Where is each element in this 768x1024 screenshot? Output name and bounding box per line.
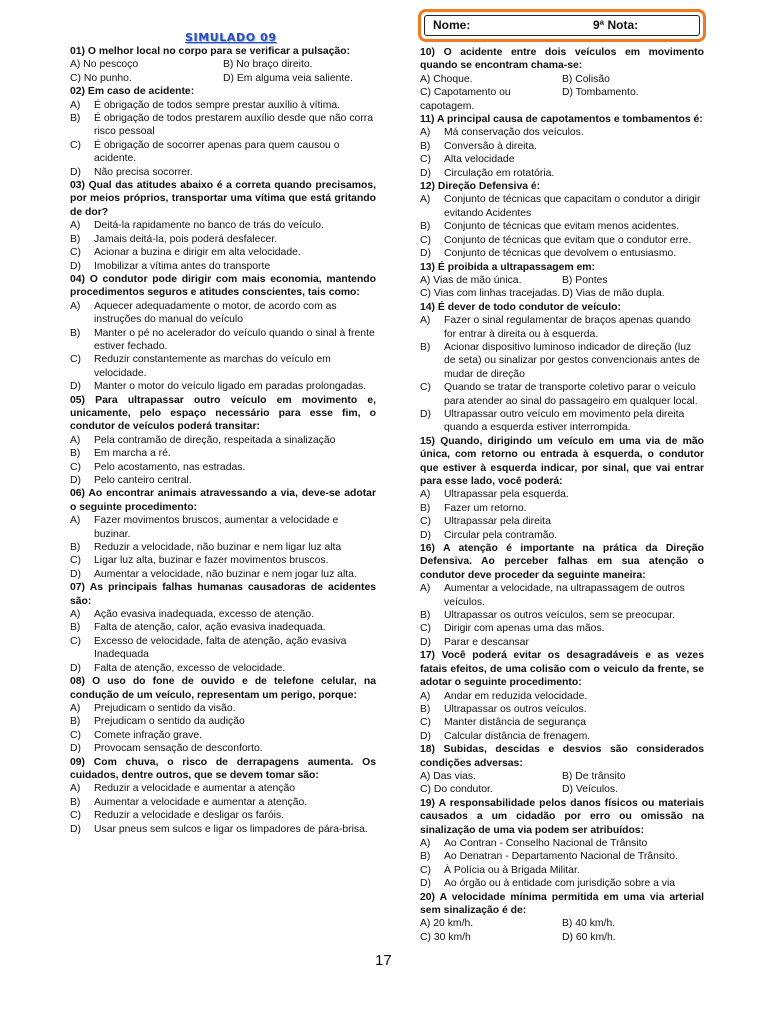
answer-option: B) Pontes [562,274,608,286]
option-letter: C) [420,717,431,729]
question-block [420,649,704,743]
option-text: Não precisa socorrer. [94,166,193,178]
option-text: Usar pneus sem sulcos e ligar os limpadores de pára-brisa. [94,823,368,835]
option-text: Ultrapassar os outros veículos. [444,703,587,715]
question-text: 06) Ao encontrar animais atravessando a via, deve-se adotar o seguinte procedimento: [70,488,376,513]
option-letter: A) [70,434,81,446]
answer-option [420,314,704,341]
answer-option [420,515,704,528]
option-letter: C) [70,729,81,741]
option-text: Ao Denatran - Departamento Nacional de Trânsito. [444,851,678,863]
option-text: Acionar a buzina e dirigir em alta velocidade. [94,247,301,259]
left-column [70,45,376,836]
option-letter: C) [70,139,81,151]
answer-option [70,166,376,179]
right-column [420,46,704,944]
option-letter: D) [420,730,431,742]
option-text: Conjunto de técnicas que evitam que o condutor erre. [444,234,692,246]
option-letter: A) [70,515,81,527]
option-letter: A) [70,702,81,714]
option-letter: C) [70,247,81,259]
option-letter: C) [70,555,81,567]
option-text: Ação evasiva inadequada, excesso de atenção. [94,609,315,621]
option-text: Aquecer adequadamente o motor, de acordo com as instruções do manual do veículo [94,300,337,326]
page-title: SIMULADO 09 [185,31,277,44]
answer-option [420,864,704,877]
question-block [420,542,704,649]
option-letter: D) [70,662,81,674]
answer-option [420,690,704,703]
question-text: 04) O condutor pode dirigir com mais economia, mantendo procedimentos seguros e atitudes conscientes, tais como: [70,273,376,299]
option-text: Ultrapassar os outros veículos, sem se preocupar. [444,610,676,622]
answer-option: B) 40 km/h. [562,918,616,930]
answer-option [420,636,704,649]
answer-option [70,353,376,380]
answer-option: A) Vias de mão única. [420,274,522,286]
answer-option [70,554,376,567]
question-block [70,581,376,675]
option-text: Dirigir com apenas uma das mãos. [444,623,605,635]
option-text: Ao Contran - Conselho Nacional de Trânsito [444,837,648,849]
option-text: Aumentar a velocidade, na ultrapassagem de outros veículos. [444,583,685,608]
answer-option [420,247,704,260]
option-text: Fazer um retorno. [444,502,527,514]
option-letter: D) [420,878,431,890]
answer-option: D) Em alguma veia saliente. [223,72,353,84]
answer-option [70,823,376,836]
answer-option-row [420,770,704,783]
answer-option: B) No braço direito. [223,59,313,71]
option-letter: B) [70,542,81,554]
option-letter: B) [70,716,81,728]
option-letter: D) [70,823,81,835]
option-text: Fazer movimentos bruscos, aumentar a velocidade e buzinar. [94,515,339,540]
option-letter: A) [70,783,81,795]
question-block [70,273,376,394]
answer-option: B) De trânsito [562,770,626,782]
answer-option [420,167,704,180]
name-label: Nome: [433,18,471,32]
option-text: Prejudicam o sentido da audição [94,716,245,728]
answer-option [420,234,704,247]
answer-option: D) Vias de mão dupla. [562,288,665,300]
question-text: 19) A responsabilidade pelos danos físicos ou materiais causados a um cidadão por erro ou omissão na sinalização de uma via podem ser atribuídos: [420,797,704,836]
answer-option [70,796,376,809]
option-letter: D) [420,167,431,179]
option-letter: C) [420,516,431,528]
answer-option [70,434,376,447]
option-letter: A) [420,127,431,139]
question-block [420,261,704,301]
option-letter: C) [420,234,431,246]
answer-option [420,126,704,139]
answer-option [70,99,376,112]
answer-option: C) Do condutor. [420,784,493,796]
option-text: Manter o pé no acelerador do veículo quando o sinal à frente estiver fechado. [94,327,375,352]
option-text: Aumentar a velocidade e aumentar a atenção. [94,796,308,808]
option-letter: A) [70,220,81,232]
option-letter: C) [420,864,431,876]
option-text: Reduzir a velocidade e aumentar a atenção [94,783,296,795]
option-text: Imobilizar a vítima antes do transporte [94,260,271,272]
option-letter: A) [70,99,81,111]
option-text: Acionar dispositivo luminoso indicador de direção (luz de seta) ou sinalizar por gestos convencionais antes de mudar de direção [444,341,700,380]
option-text: Ultrapassar pela direita [444,516,551,528]
answer-option [420,381,704,408]
option-text: Má conservação dos veículos. [444,127,584,139]
option-letter: C) [420,623,431,635]
question-text: 15) Quando, dirigindo um veículo em uma via de mão única, com retorno ou entrada à esquerda, o condutor que estiver à esquerda indicar, por sinal, que vai entrar para esse lado, você poderá: [420,435,704,487]
option-letter: A) [420,690,431,702]
option-text: Pelo acostamento, nas estradas. [94,461,246,473]
answer-option [420,609,704,622]
answer-option [420,850,704,863]
answer-option [420,220,704,233]
answer-option [420,716,704,729]
question-block [70,675,376,755]
option-text: Ao órgão ou à entidade com jurisdição sobre a via [444,878,676,890]
answer-option [70,219,376,232]
option-letter: C) [420,382,431,394]
question-text: 11) A principal causa de capotamentos e tombamentos é: [420,114,703,126]
answer-option-row [420,783,704,796]
question-text: 01) O melhor local no corpo para se verificar a pulsação: [70,46,351,57]
answer-option [70,474,376,487]
question-block [420,743,704,797]
question-block [70,45,376,85]
question-text: 12) Direção Defensiva é: [420,181,541,193]
option-text: Manter distância de segurança [444,717,587,729]
option-text: Reduzir a velocidade e desligar os faróis. [94,810,285,822]
answer-option: A) Das vias. [420,770,477,782]
option-text: Calcular distância de frenagem. [444,730,591,742]
option-letter: B) [420,221,431,233]
answer-option [70,729,376,742]
question-text: 09) Com chuva, o risco de derrapagens aumenta. Os cuidados, dentre outros, que se devem tomar são: [70,756,376,781]
answer-option [70,514,376,541]
answer-option [70,327,376,354]
answer-option [70,742,376,755]
option-text: Conjunto de técnicas que devolvem o entusiasmo. [444,248,677,260]
question-block [70,179,376,273]
option-text: Reduzir a velocidade, não buzinar e nem ligar luz alta [94,542,342,554]
answer-option [420,703,704,716]
name-grade-box [418,9,706,42]
option-text: Excesso de velocidade, falta de atenção, ação evasiva Inadequada [94,635,347,661]
option-letter: D) [70,166,81,178]
answer-option: A) 20 km/h. [420,918,474,930]
option-letter: A) [420,489,431,501]
question-block [420,113,704,180]
question-block [70,487,376,581]
option-letter: D) [70,743,81,755]
option-letter: C) [70,354,81,366]
answer-option [70,233,376,246]
question-block [70,85,376,179]
option-text: Andar em reduzida velocidade. [444,690,588,702]
answer-option [70,662,376,675]
answer-option: C) 30 km/h [420,931,471,943]
option-text: Em marcha a ré. [94,448,171,460]
option-letter: A) [70,300,81,312]
option-text: Conversão à direita. [444,140,537,152]
answer-option-row [420,86,704,113]
option-text: Parar e descansar [444,636,529,648]
answer-option [70,715,376,728]
answer-option [70,621,376,634]
answer-option [70,608,376,621]
question-text: 08) O uso do fone de ouvido e de telefone celular, na condução de um veículo, representam um perigo, porque: [70,676,376,701]
option-letter: B) [420,341,431,353]
question-text: 02) Em caso de acidente: [70,86,195,98]
option-letter: C) [70,635,81,647]
question-text: 03) Qual das atitudes abaixo é a correta quando precisamos, por meios próprios, transportar uma vítima que está gritando de dor? [70,180,376,218]
answer-option [70,447,376,460]
answer-option: B) Colisão [562,73,610,85]
answer-option [420,529,704,542]
answer-option [420,408,704,435]
answer-option [420,341,704,381]
option-letter: D) [70,568,81,580]
answer-option [420,502,704,515]
option-letter: B) [70,796,81,808]
option-letter: B) [70,622,81,634]
option-letter: D) [420,408,431,420]
answer-option [420,140,704,153]
answer-option [70,260,376,273]
answer-option [70,139,376,166]
answer-option [420,193,704,220]
option-text: Comete infração grave. [94,729,203,741]
option-text: Falta de atenção, calor, ação evasiva inadequada. [94,622,326,634]
answer-option: D) Tombamento. [562,87,639,99]
option-text: À Polícia ou à Brigada Militar. [444,864,580,876]
answer-option [70,541,376,554]
answer-option [420,877,704,890]
answer-option [70,635,376,662]
question-text: 14) É dever de todo condutor de veículo: [420,301,621,313]
question-text: 13) É proibida a ultrapassagem em: [420,261,595,273]
option-text: Quando se tratar de transporte coletivo parar o veículo para atender ao sinal do passageiro em qualquer local. [444,382,698,407]
answer-option [420,622,704,635]
option-text: Alta velocidade [444,154,515,166]
answer-option-row [420,73,704,86]
option-letter: B) [70,327,81,339]
option-letter: B) [70,233,81,245]
option-text: É obrigação de todos sempre prestar auxílio à vítima. [94,99,341,111]
option-letter: A) [420,837,431,849]
option-text: Prejudicam o sentido da visão. [94,702,236,714]
option-letter: D) [70,381,81,393]
answer-option: C) Vias com linhas tracejadas. [420,288,561,300]
option-text: Ultrapassar pela esquerda. [444,489,569,501]
option-letter: C) [420,154,431,166]
option-text: Deitá-la rapidamente no banco de trás do veículo. [94,220,324,232]
option-text: É obrigação de socorrer apenas para quem causou o acidente. [94,139,340,165]
option-text: Aumentar a velocidade, não buzinar e nem jogar luz alta. [94,568,357,580]
option-text: Circulação em rotatória. [444,167,555,179]
option-letter: B) [420,610,431,622]
answer-option-row [70,72,376,85]
option-letter: A) [420,583,431,595]
grade-label: 9ª Nota: [593,18,639,32]
answer-option: D) 60 km/h. [562,931,616,943]
option-text: Conjunto de técnicas que capacitam o condutor a dirigir evitando Acidentes [444,194,701,219]
option-text: Provocam sensação de desconforto. [94,743,263,755]
option-text: Fazer o sinal regulamentar de braços apenas quando for entrar à direita ou à esquerda. [444,315,691,340]
option-text: Falta de atenção, excesso de velocidade. [94,662,286,674]
option-text: Circular pela contramão. [444,529,558,541]
question-block [420,46,704,113]
option-text: Conjunto de técnicas que evitam menos acidentes. [444,221,680,233]
question-block [420,435,704,542]
answer-option [420,582,704,609]
answer-option: C) No punho. [70,72,132,84]
answer-option [70,568,376,581]
option-letter: B) [420,703,431,715]
question-text: 07) As principais falhas humanas causadoras de acidentes são: [70,582,376,607]
question-text: 18) Subidas, descidas e desvios são considerados condições adversas: [420,744,704,769]
option-letter: A) [70,609,81,621]
option-text: Ligar luz alta, buzinar e fazer movimentos bruscos. [94,555,329,567]
option-letter: B) [420,502,431,514]
answer-option [70,702,376,715]
question-text: 10) O acidente entre dois veículos em movimento quando se encontram chama-se: [420,47,704,72]
option-text: Jamais deitá-la, pois poderá desfalecer. [94,233,278,245]
option-letter: A) [420,315,431,327]
option-letter: A) [420,194,431,206]
question-block [420,180,704,260]
option-letter: B) [420,140,431,152]
option-text: Pelo canteiro central. [94,475,192,486]
question-text: 16) A atenção é importante na prática da Direção Defensiva. Ao perceber falhas em sua atenção o condutor deve proceder da seguinte maneira: [420,543,704,581]
option-letter: D) [420,529,431,541]
answer-option [70,246,376,259]
option-letter: D) [70,260,81,272]
answer-option: A) No pescoço [70,59,139,71]
answer-option [420,153,704,166]
answer-option [420,730,704,743]
option-letter: D) [420,636,431,648]
answer-option-row [420,931,704,944]
option-text: Ultrapassar outro veículo em movimento pela direita quando a esquerda estiver interrompida. [444,408,685,434]
answer-option [70,809,376,822]
option-letter: B) [420,851,431,863]
question-text: 20) A velocidade mínima permitida em uma via arterial sem sinalização é de: [420,891,704,916]
answer-option: C) Capotamento ou capotagem. [420,87,511,112]
answer-option [70,300,376,327]
answer-option [420,837,704,850]
question-text: 05) Para ultrapassar outro veículo em movimento e, unicamente, pelo espaço necessário para esse fim, o condutor de veículos poderá transitar: [70,394,376,433]
option-text: Reduzir constantemente as marchas do veículo em velocidade. [94,354,331,379]
option-text: Manter o motor do veículo ligado em paradas prolongadas. [94,381,367,393]
answer-option [70,782,376,795]
answer-option [70,461,376,474]
question-text: 17) Você poderá evitar os desagradáveis e as vezes fatais efeitos, de uma colisão com o veiculo da frente, se adotar o seguinte procedimento: [420,650,704,689]
answer-option [70,380,376,393]
option-letter: C) [70,810,81,822]
answer-option-row [420,287,704,300]
question-block [70,394,376,488]
question-block [420,797,704,891]
answer-option [420,488,704,501]
answer-option-row [420,917,704,930]
option-letter: B) [70,448,81,460]
option-letter: D) [420,248,431,260]
question-block [420,891,704,945]
answer-option: D) Veículos. [562,784,619,796]
option-text: Pela contramão de direção, respeitada a sinalização [94,434,336,446]
answer-option [70,112,376,139]
answer-option: A) Choque. [420,73,473,85]
answer-option-row [420,274,704,287]
page-number: 17 [375,952,392,969]
question-block [70,756,376,836]
answer-option-row [70,58,376,71]
option-text: É obrigação de todos prestarem auxílio desde que não corra risco pessoal [94,113,373,138]
option-letter: B) [70,113,81,125]
option-letter: D) [70,475,81,486]
question-block [420,301,704,435]
option-letter: C) [70,461,81,473]
